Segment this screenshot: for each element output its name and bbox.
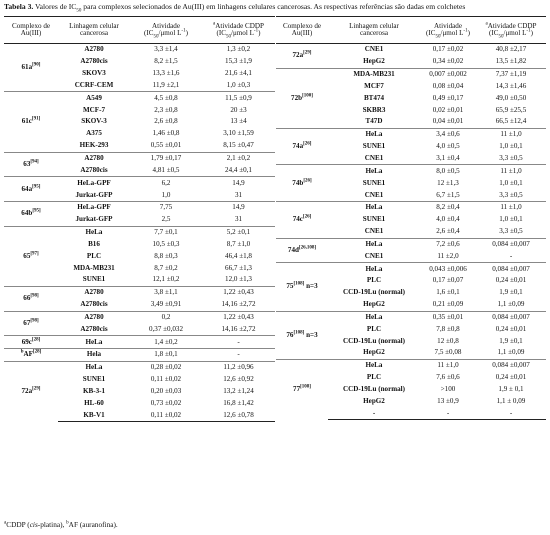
caption-text-start: Valores de IC <box>35 2 77 11</box>
cell-line: MDA-MB231 <box>73 263 115 272</box>
cell-line: HeLa <box>328 165 420 177</box>
activity-value: 6,2 <box>130 177 202 189</box>
table-row <box>276 238 546 250</box>
cddp-value: 12,6 ±0,92 <box>223 375 254 384</box>
cell-line: HeLa <box>58 361 130 373</box>
cddp-value: 1,9 ±0,1 <box>499 288 523 297</box>
cell-line: HepG2 <box>363 57 385 66</box>
activity-value: 10,5 ±0,3 <box>152 239 180 248</box>
complex-name: 64a[95] <box>4 177 58 202</box>
cddp-value: 1,1 ±0,09 <box>497 348 525 357</box>
cell-line: B16 <box>88 239 100 248</box>
activity-value: 8,2 ±0,4 <box>420 201 476 213</box>
table-row <box>4 44 275 56</box>
cell-line: HeLa-GPF <box>58 177 130 189</box>
cddp-value: 21,6 ±4,1 <box>225 69 252 78</box>
cell-line: MCF-7 <box>82 105 106 114</box>
activity-value: 8,8 ±0,3 <box>154 251 178 260</box>
cddp-value: 31 <box>234 190 243 199</box>
cell-line: HepG2 <box>363 300 385 309</box>
activity-value: - <box>420 407 476 419</box>
cddp-value: 11,2 ±0,96 <box>202 361 275 373</box>
table-row <box>276 311 546 323</box>
complex-name: 69c[28] <box>4 336 58 349</box>
cell-line: - <box>328 407 420 419</box>
cell-line: MDA-MB231 <box>328 68 420 80</box>
cell-line: CCRF-CEM <box>74 80 114 89</box>
cddp-value: 8,7 ±1,0 <box>226 239 251 248</box>
activity-value: >100 <box>440 385 456 393</box>
cell-line: SUNE1 <box>82 375 106 384</box>
table-row <box>276 165 546 177</box>
activity-value: 7,6 ±0,6 <box>436 373 460 382</box>
activity-value: 0,37 ±0,032 <box>148 324 184 333</box>
header-cell-line: Linhagem celular cancerosa <box>58 17 130 44</box>
cddp-value: 12,6 ±0,78 <box>202 409 275 421</box>
cddp-value: 5,2 ±0,1 <box>202 226 275 238</box>
table-row <box>4 286 275 298</box>
cddp-value: 1,9 ±0,1 <box>499 336 523 345</box>
cell-line: CCD-19Lu (normal) <box>342 288 406 297</box>
activity-value: 2,6 ±0,8 <box>154 117 178 126</box>
activity-value: 4,81 ±0,5 <box>152 165 180 174</box>
table-row <box>4 349 275 362</box>
activity-value: 0,35 ±0,01 <box>420 311 476 323</box>
cddp-value: 0,084 ±0,007 <box>476 359 546 371</box>
cell-line: HeLa <box>328 238 420 250</box>
cddp-value: 7,37 ±1,19 <box>476 68 546 80</box>
activity-value: 0,17 ±0,02 <box>432 45 464 54</box>
cddp-value: 1,1 ±0,09 <box>497 300 525 309</box>
cell-line: Hela <box>58 349 130 362</box>
complex-name: 64b[95] <box>4 201 58 226</box>
activity-value: 12 ±1,3 <box>437 178 459 187</box>
complex-name: 74c[26] <box>276 201 328 238</box>
cell-line: HeLa <box>58 336 130 349</box>
cell-line: CNE1 <box>364 45 384 54</box>
table-row <box>276 201 546 213</box>
cell-line: BT474 <box>363 93 385 102</box>
activity-value: 4,0 ±0,4 <box>436 215 460 224</box>
cddp-value: 0,084 ±0,007 <box>476 311 546 323</box>
cell-line: Jurkat-GFP <box>75 190 113 199</box>
cell-line: A2780 <box>84 45 104 54</box>
cell-line: HeLa-GPF <box>58 201 130 213</box>
table-row <box>4 311 275 323</box>
activity-value: 3,3 ±1,4 <box>154 45 178 54</box>
cell-line: A2780 <box>58 286 130 298</box>
cddp-value: - <box>202 336 275 349</box>
header-row <box>276 17 546 44</box>
activity-value: 0,55 ±0,01 <box>150 141 182 150</box>
cddp-value: 1,1 ± 0,09 <box>496 396 526 405</box>
activity-value: 0,11 ±0,02 <box>130 409 202 421</box>
cell-line: Jurkat-GFP <box>75 215 113 224</box>
cddp-value: 1,22 ±0,43 <box>202 286 275 298</box>
activity-value: 11 ±1,0 <box>420 359 476 371</box>
cddp-value: 2,1 ±0,2 <box>202 152 275 164</box>
complex-name: 67[98] <box>4 311 58 336</box>
activity-value: 0,08 ±0,04 <box>432 81 464 90</box>
cell-line: CNE1 <box>364 227 384 236</box>
activity-value: 6,7 ±1,5 <box>436 190 460 199</box>
cddp-value: 8,15 ±0,47 <box>223 141 254 150</box>
table-left <box>4 16 275 422</box>
header-complex: Complexo de Au(III) <box>4 17 58 44</box>
cell-line: HL-60 <box>84 398 104 407</box>
cell-line: SUNE1 <box>362 215 386 224</box>
cell-line: HeLa <box>58 226 130 238</box>
cddp-value: 14,16 ±2,72 <box>221 300 256 309</box>
cell-line: CCD-19Lu (normal) <box>342 385 406 393</box>
complex-name: 74a[26] <box>276 128 328 165</box>
activity-value: 7,8 ±0,8 <box>436 324 460 333</box>
cell-line: PLC <box>366 373 382 382</box>
cell-line: MCF7 <box>364 81 384 90</box>
activity-value: 0,28 ±0,02 <box>130 361 202 373</box>
activity-value: 11 ±2,0 <box>437 251 459 260</box>
cddp-value: 1,0 ±0,1 <box>499 215 523 224</box>
cell-line: A2780cis <box>80 57 108 66</box>
complex-name: 63[94] <box>4 152 58 177</box>
activity-value: 7,75 <box>130 201 202 213</box>
cddp-value: 3,3 ±0,5 <box>499 190 523 199</box>
table-row <box>4 92 275 104</box>
cddp-value: 31 <box>234 215 243 224</box>
cell-line: PLC <box>366 276 382 285</box>
cddp-value: 0,084 ±0,007 <box>476 263 546 275</box>
cddp-value: 20 ±3 <box>230 105 247 114</box>
activity-value: 8,7 ±0,2 <box>154 263 178 272</box>
table-row <box>4 361 275 373</box>
header-activity: Atividade ($IC_{50}$/μmol $L^{-1}$) <box>130 17 202 44</box>
table-row <box>4 226 275 238</box>
activity-value: 7,5 ±0,08 <box>434 348 462 357</box>
cddp-value: 66,7 ±1,3 <box>225 263 252 272</box>
cddp-value: 40,8 ±2,17 <box>495 45 527 54</box>
complex-name: 77[108] <box>276 359 328 419</box>
table-row <box>276 359 546 371</box>
cddp-value: 1,0 ±0,1 <box>499 178 523 187</box>
cell-line: HeLa <box>328 201 420 213</box>
activity-value: 12,1 ±0,2 <box>152 275 180 284</box>
table-footnote: $^a$CDDP (cis-platina), $^b$AF (auranofina). <box>4 520 118 529</box>
cddp-value: - <box>509 251 513 260</box>
cddp-value: 14,9 <box>202 201 275 213</box>
activity-value: 13,3 ±1,6 <box>152 69 180 78</box>
cell-line: CNE1 <box>364 190 384 199</box>
cddp-value: 15,3 ±1,9 <box>225 57 252 66</box>
activity-value: 8,0 ±0,5 <box>420 165 476 177</box>
complex-name: 72a[29] <box>4 361 58 421</box>
cddp-value: 11 ±1,0 <box>476 201 546 213</box>
cddp-value: - <box>202 349 275 362</box>
cell-line: PLC <box>86 251 102 260</box>
activity-value: 0,02 ±0,01 <box>432 105 464 114</box>
cddp-value: 14,16 ±2,72 <box>221 324 256 333</box>
cddp-value: 0,24 ±0,01 <box>495 373 527 382</box>
activity-value: 1,8 ±0,1 <box>130 349 202 362</box>
cddp-value: 14,3 ±1,46 <box>495 81 527 90</box>
activity-value: 0,49 ±0,17 <box>432 93 464 102</box>
cell-line: HeLa <box>328 128 420 140</box>
complex-name: $^b$AF[28] <box>4 349 58 362</box>
activity-value: 0,21 ±0,09 <box>432 300 464 309</box>
complex-name: 72b[100] <box>276 68 328 128</box>
cell-line: CCD-19Lu (normal) <box>342 336 406 345</box>
cddp-value: 11 ±1,0 <box>476 128 546 140</box>
table-row <box>276 68 546 80</box>
table-row <box>4 152 275 164</box>
activity-value: 11,9 ±2,1 <box>152 80 180 89</box>
complex-name: 74d[26,108] <box>276 238 328 263</box>
activity-value: 3,4 ±0,6 <box>420 128 476 140</box>
header-activity: Atividade ($IC_{50}$/μmol $L^{-1}$) <box>420 17 476 44</box>
activity-value: 8,2 ±1,5 <box>154 57 178 66</box>
header-row <box>4 17 275 44</box>
activity-value: 3,1 ±0,4 <box>436 153 460 162</box>
cddp-value: 14,9 <box>202 177 275 189</box>
activity-value: 4,5 ±0,8 <box>130 92 202 104</box>
activity-value: 3,49 ±0,91 <box>150 300 182 309</box>
table-caption <box>4 2 546 12</box>
cell-line: A2780 <box>58 152 130 164</box>
activity-value: 4,0 ±0,5 <box>436 142 460 151</box>
activity-value: 0,11 ±0,02 <box>150 375 182 384</box>
table-right-body <box>276 44 546 420</box>
cell-line: SKOV-3 <box>81 117 107 126</box>
activity-value: 13 ±0,9 <box>437 396 459 405</box>
cddp-value: 16,8 ±1,42 <box>223 398 254 407</box>
header-cddp-activity: $^a$Atividade CDDP ($IC_{50}$/μmol $L^{-1}$) <box>202 17 275 44</box>
cddp-value: - <box>476 407 546 419</box>
activity-value: 0,007 ±0,002 <box>420 68 476 80</box>
cell-line: A2780cis <box>80 165 108 174</box>
cddp-value: 11,5 ±0,9 <box>202 92 275 104</box>
cddp-value: 13,5 ±1,82 <box>495 57 527 66</box>
activity-value: 0,20 ±0,03 <box>150 387 182 395</box>
activity-value: 1,79 ±0,17 <box>130 152 202 164</box>
cell-line: A2780cis <box>80 324 108 333</box>
complex-name: 74b[26] <box>276 165 328 202</box>
table-row <box>276 44 546 56</box>
table-row <box>4 201 275 213</box>
header-cddp-activity: $^a$Atividade CDDP ($IC_{50}$/μmol $L^{-1}$) <box>476 17 546 44</box>
table-row <box>4 177 275 189</box>
activity-value: 0,34 ±0,02 <box>432 57 464 66</box>
activity-value: 1,0 <box>161 190 171 199</box>
cddp-value: 3,10 ±1,59 <box>223 129 254 138</box>
activity-value: 7,2 ±0,6 <box>420 238 476 250</box>
cell-line: SUNE1 <box>82 275 106 284</box>
table-row <box>276 263 546 275</box>
cell-line: HeLa <box>328 359 420 371</box>
cddp-value: 24,4 ±0,1 <box>225 165 252 174</box>
complex-name: 72a[29] <box>292 50 312 60</box>
activity-value: 0,2 <box>130 311 202 323</box>
activity-value: 12 ±0,8 <box>437 336 459 345</box>
cddp-value: 11 ±1,0 <box>476 165 546 177</box>
table-row <box>276 128 546 140</box>
cddp-value: 0,084 ±0,007 <box>476 238 546 250</box>
activity-value: 1,6 ±0,1 <box>436 288 460 297</box>
cell-line: SUNE1 <box>362 142 386 151</box>
cddp-value: 1,0 ±0,1 <box>499 142 523 151</box>
activity-value: 0,04 ±0,01 <box>432 117 464 126</box>
cddp-value: 13 ±4 <box>230 117 247 126</box>
activity-value: 2,3 ±0,8 <box>154 105 178 114</box>
cell-line: HEK-293 <box>79 141 109 150</box>
cell-line: SUNE1 <box>362 178 386 187</box>
cell-line: T47D <box>365 117 383 126</box>
cell-line: KB-3-1 <box>82 387 106 395</box>
cell-line: SKBR3 <box>362 105 386 114</box>
cell-line: A2780cis <box>80 300 108 309</box>
header-complex: Complexo de Au(III) <box>276 17 328 44</box>
cddp-value: 1,0 ±0,3 <box>226 80 251 89</box>
activity-value: 1,46 ±0,8 <box>152 129 180 138</box>
cddp-value: 65,9 ±25,5 <box>495 105 527 114</box>
activity-value: 0,043 ±0,006 <box>420 263 476 275</box>
cell-line: SKOV3 <box>82 69 106 78</box>
complex-name: 75[108] n=3 <box>276 263 328 311</box>
table-label: Tabela 3. <box>4 2 34 11</box>
cddp-value: 49,0 ±0,50 <box>495 93 527 102</box>
cddp-value: 66,5 ±12,4 <box>495 117 527 126</box>
activity-value: 0,17 ±0,07 <box>432 276 464 285</box>
activity-value: 7,7 ±0,1 <box>130 226 202 238</box>
cell-line: PLC <box>366 324 382 333</box>
cddp-value: 1,22 ±0,43 <box>202 311 275 323</box>
activity-value: 2,6 ±0,4 <box>436 227 460 236</box>
cell-line: CNE1 <box>364 251 384 260</box>
complex-name: 61c[91] <box>4 92 58 152</box>
cell-line: HeLa <box>328 311 420 323</box>
activity-value: 0,73 ±0,02 <box>150 398 182 407</box>
cell-line: HepG2 <box>363 396 385 405</box>
cddp-value: 1,9 ± 0,1 <box>498 385 524 393</box>
cddp-value: 1,3 ±0,2 <box>226 45 251 54</box>
cddp-value: 0,24 ±0,01 <box>495 324 527 333</box>
cell-line: A375 <box>86 129 102 138</box>
cddp-value: 12,0 ±1,3 <box>225 275 252 284</box>
header-cell-line: Linhagem celular cancerosa <box>328 17 420 44</box>
cell-line: A2780 <box>58 311 130 323</box>
cell-line: HeLa <box>328 263 420 275</box>
table-row <box>4 336 275 349</box>
activity-value: 3,8 ±1,1 <box>130 286 202 298</box>
complex-name: 76[108] n=3 <box>276 311 328 359</box>
table-right <box>276 16 546 420</box>
complex-name: 66[98] <box>4 286 58 311</box>
cddp-value: 3,3 ±0,5 <box>499 227 523 236</box>
complex-name: 65[97] <box>4 226 58 286</box>
activity-value: 2,5 <box>161 215 171 224</box>
cddp-value: 0,24 ±0,01 <box>495 276 527 285</box>
cell-line: A549 <box>58 92 130 104</box>
caption-text-end: para complexos selecionados de Au(III) em linhagens celulares cancerosas. As respectivas referências são dadas em colchetes <box>81 2 466 11</box>
cddp-value: 3,3 ±0,5 <box>499 153 523 162</box>
activity-value: 1,4 ±0,2 <box>130 336 202 349</box>
cell-line: HepG2 <box>363 348 385 357</box>
caption-sub: 50 <box>76 8 82 14</box>
cell-line: KB-V1 <box>58 409 130 421</box>
cddp-value: 13,2 ±1,24 <box>223 387 254 395</box>
table-left-body <box>4 44 275 422</box>
cddp-value: 46,4 ±1,8 <box>225 251 252 260</box>
cell-line: CNE1 <box>364 153 384 162</box>
complex-name: 61a[90] <box>21 62 41 72</box>
